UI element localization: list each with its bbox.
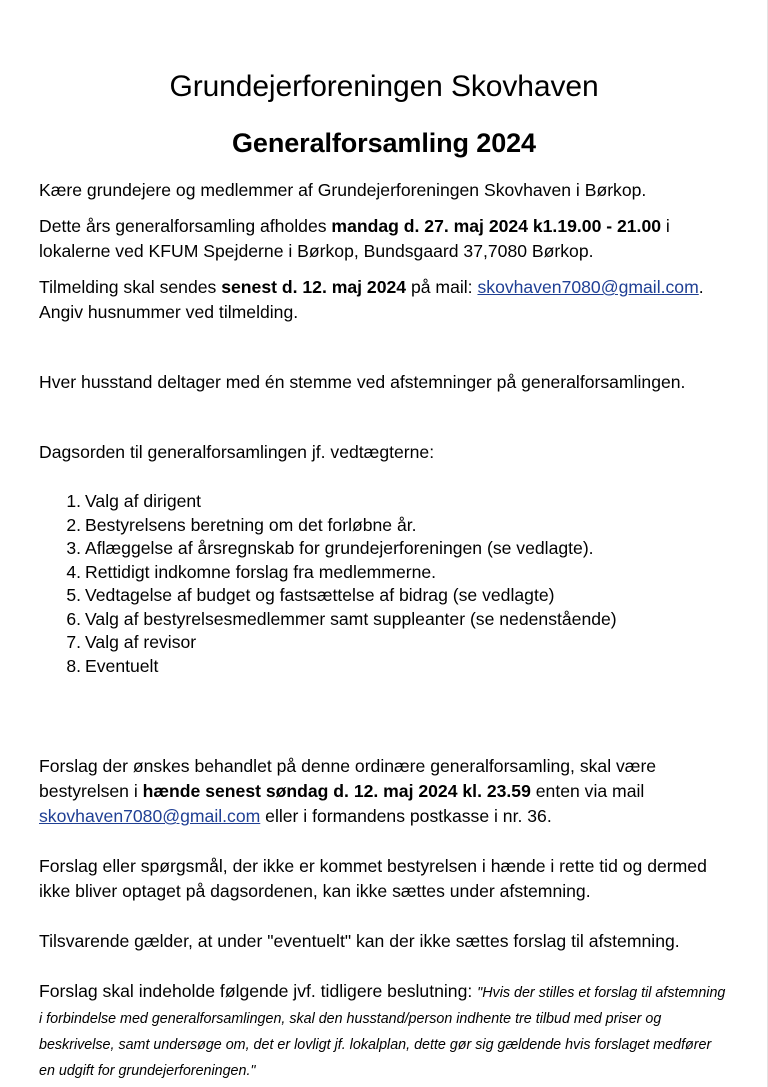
agenda-item: Rettidigt indkomne forslag fra medlemmerne. [85, 561, 437, 582]
signup-paragraph [39, 275, 729, 325]
agenda-item: Eventuelt [85, 655, 159, 676]
document-body [39, 178, 729, 1083]
agenda-item: Bestyrelsens beretning om det forløbne år. [85, 514, 417, 535]
meeting-datetime: mandag d. 27. maj 2024 k1.19.00 - 21.00 [331, 216, 662, 236]
spacer-after-agenda [39, 678, 729, 730]
page-title: Grundejerforeningen Skovhaven [169, 70, 599, 104]
greeting-text: Kære grundejere og medlemmer af Grundejerforeningen Skovhaven i Børkop. [39, 180, 647, 200]
spacer-after-signup [39, 336, 729, 370]
proposal-deadline-datetime: hænde senest søndag d. 12. maj 2024 kl. 23.59 [142, 781, 531, 801]
page-subtitle: Generalforsamling 2024 [232, 128, 536, 159]
agenda-item: Valg af dirigent [85, 491, 202, 511]
proposal-requirements-intro: Forslag skal indeholde følgende jvf. tidligere beslutning: [39, 981, 478, 1001]
spacer-agenda-heading [39, 476, 729, 490]
signup-email-link[interactable]: skovhaven7080@gmail.com [477, 277, 699, 297]
spacer-after-agenda-2 [39, 730, 729, 754]
signup-note-text: . Angiv husnummer ved tilmelding. [39, 277, 704, 322]
agenda-item: Valg af revisor [85, 632, 197, 652]
voting-note-paragraph: Hver husstand deltager med én stemme ved afstemninger på generalforsamlingen. [39, 372, 686, 392]
proposal-requirements-paragraph [39, 979, 729, 1083]
proposal-deadline-postbox: eller i formandens postkasse i nr. 36. [260, 806, 552, 826]
signup-intro-text: Tilmelding skal sendes [39, 277, 222, 297]
meeting-location-text: i lokalerne ved KFUM Spejderne i Børkop, Bundsgaard 37,7080 Børkop. [39, 216, 670, 261]
agenda-list [39, 490, 729, 678]
agenda-item: Aflæggelse af årsregnskab for grundejerforeningen (se vedlagte). [85, 538, 594, 558]
proposal-deadline-paragraph [39, 754, 729, 829]
spacer-before-eventuelt-note [39, 915, 729, 929]
proposal-requirements-quote: "Hvis der stilles et forslag til afstemning i forbindelse med generalforsamlingen, skal den husstand/person indhente tre tilbud med priser og beskrivelse, samt undersøge om, det er lovligt jf. lokalplan, dette gør sig gældende hvis forslaget medfører en udgift for grundejerforeningen." [39, 985, 726, 1079]
late-proposal-note: Forslag eller spørgsmål, der ikke er kommet bestyrelsen i hænde i rette tid og dermed ikke bliver optaget på dagsordenen, kan ikke sættes under afstemning. [39, 856, 707, 901]
greeting-paragraph [39, 178, 729, 203]
signup-mail-label: på mail: [406, 277, 478, 297]
spacer-before-agenda [39, 406, 729, 440]
spacer-before-requirements [39, 965, 729, 979]
agenda-heading: Dagsorden til generalforsamlingen jf. vedtægterne: [39, 442, 435, 462]
proposal-deadline-intro: Forslag der ønskes behandlet på denne ordinære generalforsamling, skal være bestyrelsen i [39, 756, 657, 801]
meeting-details-paragraph [39, 214, 729, 264]
meeting-intro-text: Dette års generalforsamling afholdes [39, 216, 332, 236]
signup-deadline: senest d. 12. maj 2024 [221, 277, 407, 297]
spacer-before-late-note [39, 840, 729, 854]
agenda-item: Valg af bestyrelsesmedlemmer samt suppleanter (se nedenstående) [85, 608, 617, 629]
agenda-item: Vedtagelse af budget og fastsættelse af bidrag (se vedlagte) [85, 585, 555, 605]
proposal-email-link[interactable]: skovhaven7080@gmail.com [39, 806, 261, 826]
eventuelt-note: Tilsvarende gælder, at under "eventuelt" kan der ikke sættes forslag til afstemning. [39, 931, 680, 951]
proposal-deadline-mail-label: enten via mail [530, 781, 645, 801]
